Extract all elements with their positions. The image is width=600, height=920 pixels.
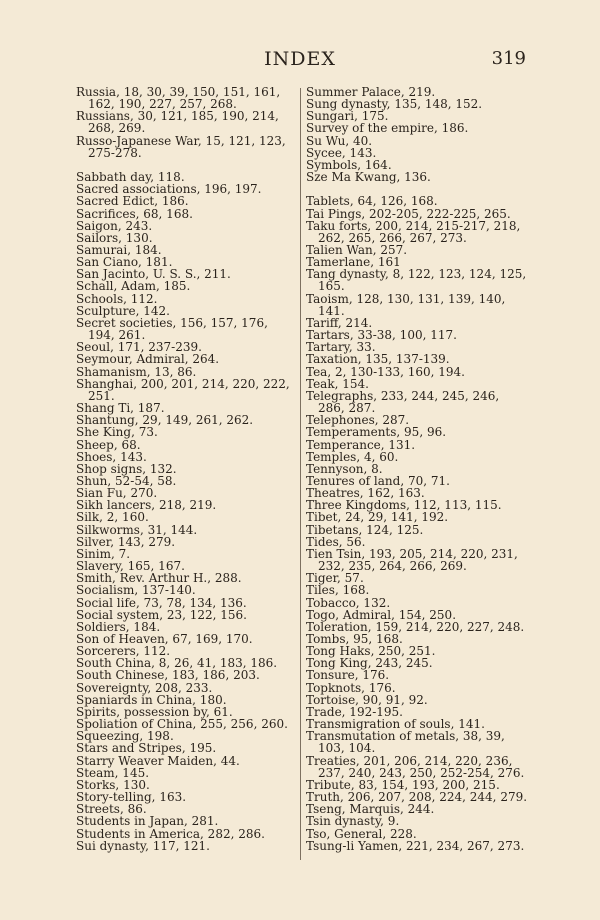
index-entry: South Chinese, 183, 186, 203. xyxy=(76,668,260,683)
index-entry: Trade, 192-195. xyxy=(306,704,403,719)
index-entry: Tenures of land, 70, 71. xyxy=(306,473,450,488)
index-entry: Silver, 143, 279. xyxy=(76,534,176,549)
page-header xyxy=(0,48,600,72)
page-title: INDEX xyxy=(264,48,336,70)
index-entry: Russia, 18, 30, 39, 150, 151, 161, 162, 190, 227, 257, 268. xyxy=(76,85,281,112)
index-entry: Social life, 73, 78, 134, 136. xyxy=(76,595,247,610)
index-entry: San Ciano, 181. xyxy=(76,255,173,270)
index-entry: Tea, 2, 130-133, 160, 194. xyxy=(306,364,465,379)
index-entry: Students in America, 282, 286. xyxy=(76,826,265,841)
index-entry: Spoliation of China, 255, 256, 260. xyxy=(76,717,288,732)
index-entry: Sculpture, 142. xyxy=(76,303,170,318)
index-entry: Taxation, 135, 137-139. xyxy=(306,352,450,367)
index-entry: Temperance, 131. xyxy=(306,437,416,452)
index-entry: Steam, 145. xyxy=(76,765,150,780)
index-entry: San Jacinto, U. S. S., 211. xyxy=(76,267,231,282)
index-entry: Son of Heaven, 67, 169, 170. xyxy=(76,632,253,647)
index-entry: Samurai, 184. xyxy=(76,243,162,258)
index-entry: Telephones, 287. xyxy=(306,413,410,428)
index-entry: Sycee, 143. xyxy=(306,145,377,160)
index-entry: Tortoise, 90, 91, 92. xyxy=(306,692,428,707)
index-entry: Slavery, 165, 167. xyxy=(76,559,185,574)
index-entry: Squeezing, 198. xyxy=(76,729,174,744)
index-entry: Streets, 86. xyxy=(76,802,147,817)
index-entry: Tong King, 243, 245. xyxy=(306,656,433,671)
index-entry: She King, 73. xyxy=(76,425,158,440)
index-entry: Tides, 56. xyxy=(306,534,366,549)
index-entry: Tobacco, 132. xyxy=(306,595,391,610)
index-entry: Theatres, 162, 163. xyxy=(306,486,425,501)
index-entry: Temperaments, 95, 96. xyxy=(306,425,447,440)
index-entry: Sacred Edict, 186. xyxy=(76,194,189,209)
index-entry: Teak, 154. xyxy=(306,376,369,391)
index-entry: Story-telling, 163. xyxy=(76,790,187,805)
index-entry: Sze Ma Kwang, 136. xyxy=(306,170,431,185)
index-entry: Silk, 2, 160. xyxy=(76,510,149,525)
index-entry: Transmigration of souls, 141. xyxy=(306,717,485,732)
index-column-right xyxy=(306,86,528,852)
index-entry: Sung dynasty, 135, 148, 152. xyxy=(306,97,483,112)
index-entry: Shoes, 143. xyxy=(76,449,147,464)
index-entry: Sikh lancers, 218, 219. xyxy=(76,498,217,513)
index-entry: Tablets, 64, 126, 168. xyxy=(306,194,438,209)
page-number: 319 xyxy=(491,48,526,69)
index-entry: Tribute, 83, 154, 193, 200, 215. xyxy=(306,777,500,792)
column-divider xyxy=(300,88,301,860)
index-entry: Schools, 112. xyxy=(76,291,158,306)
index-entry: Three Kingdoms, 112, 113, 115. xyxy=(306,498,502,513)
index-entry: Sovereignty, 208, 233. xyxy=(76,680,213,695)
index-entry: Tartars, 33-38, 100, 117. xyxy=(306,328,457,343)
index-entry: Sian Fu, 270. xyxy=(76,486,158,501)
index-entry: Spaniards in China, 180. xyxy=(76,692,227,707)
index-entry: Socialism, 137-140. xyxy=(76,583,196,598)
index-entry: Sungari, 175. xyxy=(306,109,389,124)
index-entry: Tibetans, 124, 125. xyxy=(306,522,424,537)
index-entry: Tso, General, 228. xyxy=(306,826,417,841)
index-entry: Shang Ti, 187. xyxy=(76,401,165,416)
index-entry: Starry Weaver Maiden, 44. xyxy=(76,753,240,768)
index-entry: Tsung-li Yamen, 221, 234, 267, 273. xyxy=(306,838,525,853)
index-entry: Sabbath day, 118. xyxy=(76,170,185,185)
index-entry: Telegraphs, 233, 244, 245, 246, 286, 287. xyxy=(306,388,500,416)
index-entry: Summer Palace, 219. xyxy=(306,85,436,99)
index-entry: Truth, 206, 207, 208, 224, 244, 279. xyxy=(306,790,528,805)
index-entry: Temples, 4, 60. xyxy=(306,449,399,464)
index-entry: Taoism, 128, 130, 131, 139, 140, 141. xyxy=(306,291,506,318)
index-entry: Treaties, 201, 206, 214, 220, 236, 237, 240, 243, 250, 252-254, 276. xyxy=(306,753,525,780)
index-entry: Tibet, 24, 29, 141, 192. xyxy=(306,510,449,525)
index-entry: Tartary, 33. xyxy=(306,340,376,355)
index-entry: Shop signs, 132. xyxy=(76,461,177,476)
index-entry: Tiger, 57. xyxy=(306,571,364,586)
index-entry: Shantung, 29, 149, 261, 262. xyxy=(76,413,254,428)
index-entry: Tiles, 168. xyxy=(306,583,370,598)
index-column-left xyxy=(76,86,298,852)
index-entry: Tai Pings, 202-205, 222-225, 265. xyxy=(306,206,511,221)
index-entry: Shun, 52-54, 58. xyxy=(76,473,177,488)
index-entry: Transmutation of metals, 38, 39, 103, 104. xyxy=(306,729,505,756)
index-entry: Sheep, 68. xyxy=(76,437,141,452)
index-entry: South China, 8, 26, 41, 183, 186. xyxy=(76,656,278,671)
index-entry: Talien Wan, 257. xyxy=(306,243,408,258)
index-entry: Seymour, Admiral, 264. xyxy=(76,352,220,367)
index-entry: Stars and Stripes, 195. xyxy=(76,741,217,756)
index-entry: Secret societies, 156, 157, 176, 194, 261. xyxy=(76,315,268,343)
index-entry: Storks, 130. xyxy=(76,777,150,792)
index-entry: Tariff, 214. xyxy=(306,315,373,330)
index-entry: Social system, 23, 122, 156. xyxy=(76,607,247,622)
index-entry: Spirits, possession by, 61. xyxy=(76,704,233,719)
index-entry: Silkworms, 31, 144. xyxy=(76,522,198,537)
index-entry: Tonsure, 176. xyxy=(306,668,390,683)
index-entry: Shamanism, 13, 86. xyxy=(76,364,197,379)
index-entry: Students in Japan, 281. xyxy=(76,814,219,829)
index-entry: Sinim, 7. xyxy=(76,546,131,561)
index-entry: Tennyson, 8. xyxy=(306,461,383,476)
index-entry: Saigon, 243. xyxy=(76,218,153,233)
index-entry: Sacred associations, 196, 197. xyxy=(76,182,262,197)
index-entry: Sailors, 130. xyxy=(76,230,153,245)
index-entry: Seoul, 171, 237-239. xyxy=(76,340,202,355)
index-entry: Russians, 30, 121, 185, 190, 214, 268, 269. xyxy=(76,109,279,136)
index-entry: Smith, Rev. Arthur H., 288. xyxy=(76,571,242,586)
index-entry: Shanghai, 200, 201, 214, 220, 222, 251. xyxy=(76,376,290,403)
index-entry: Topknots, 176. xyxy=(306,680,396,695)
index-entry: Soldiers, 184. xyxy=(76,619,161,634)
index-entry: Taku forts, 200, 214, 215-217, 218, 262, 265, 266, 267, 273. xyxy=(306,218,521,245)
index-entry: Schall, Adam, 185. xyxy=(76,279,191,294)
index-entry: Toleration, 159, 214, 220, 227, 248. xyxy=(306,619,525,634)
index-entry: Tien Tsin, 193, 205, 214, 220, 231, 232, 235, 264, 266, 269. xyxy=(306,546,518,574)
index-entry: Tang dynasty, 8, 122, 123, 124, 125, 165. xyxy=(306,267,527,294)
index-entry: Tamerlane, 161 xyxy=(306,255,401,270)
index-entry: Tombs, 95, 168. xyxy=(306,632,403,647)
index-entry: Togo, Admiral, 154, 250. xyxy=(306,607,457,622)
index-entry: Survey of the empire, 186. xyxy=(306,121,469,136)
index-entry: Russo-Japanese War, 15, 121, 123, 275-278. xyxy=(76,133,286,160)
index-entry: Tong Haks, 250, 251. xyxy=(306,644,436,659)
index-entry: Tseng, Marquis, 244. xyxy=(306,802,435,817)
index-entry: Sacrifices, 68, 168. xyxy=(76,206,193,221)
index-entry: Sorcerers, 112. xyxy=(76,644,171,659)
index-entry: Symbols, 164. xyxy=(306,157,392,172)
index-entry: Su Wu, 40. xyxy=(306,133,373,148)
index-entry: Sui dynasty, 117, 121. xyxy=(76,838,210,853)
index-entry: Tsin dynasty, 9. xyxy=(306,814,400,829)
